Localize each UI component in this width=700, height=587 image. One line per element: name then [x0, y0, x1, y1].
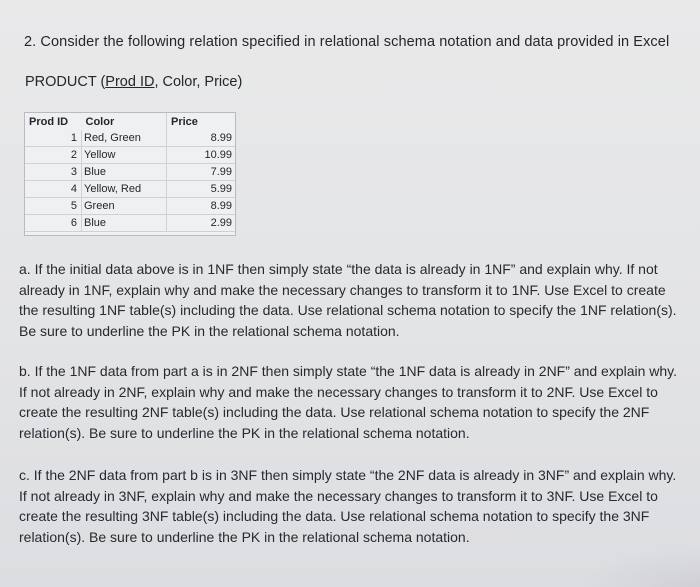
question-heading: 2. Consider the following relation specified in relational schema notation and data provided in Excel [24, 34, 670, 50]
table-row [25, 147, 235, 164]
cell-prod-id: 4 [25, 181, 82, 198]
cell-price: 7.99 [167, 164, 236, 181]
table-row [25, 130, 235, 147]
relation-name: PRODUCT [25, 74, 97, 90]
cell-prod-id: 5 [25, 198, 82, 215]
relation-schema [25, 74, 242, 90]
table-header-row [25, 113, 235, 130]
table-row [25, 215, 235, 232]
cell-color: Blue [82, 164, 167, 181]
header-color: Color [85, 115, 115, 128]
part-b-instructions: b. If the 1NF data from part a is in 2NF then simply state “the 1NF data is already in 2NF” and explain why. If not already in 2NF, explain why and make the necessary changes to transform it to 2NF. Use Excel to create the resulting 2NF table(s) including the data. Use relational schema notation to specify the 2NF relation(s). Be sure to underline the PK in the relational schema notation. [19, 363, 678, 441]
header-price: Price [167, 113, 236, 130]
table-row [25, 198, 235, 215]
cell-price: 10.99 [167, 147, 236, 164]
cell-prod-id: 2 [25, 147, 82, 164]
cell-price: 8.99 [167, 198, 236, 215]
cell-color: Yellow, Red [82, 181, 167, 198]
part-a-instructions: a. If the initial data above is in 1NF then simply state “the data is already in 1NF” and explain why. If not already in 1NF, explain why and make the necessary changes to transform it to 1NF. Use Excel to create the resulting 1NF table(s) including the data. Use relational schema notation to specify the 1NF relation(s). Be sure to underline the PK in the relational schema notation. [19, 261, 677, 339]
page-shading [580, 547, 700, 587]
cell-color: Yellow [82, 147, 167, 164]
relation-primary-key: Prod ID [105, 74, 155, 90]
table-row [25, 181, 235, 198]
cell-prod-id: 3 [25, 164, 82, 181]
cell-price: 8.99 [167, 130, 236, 147]
cell-prod-id: 6 [25, 215, 82, 232]
cell-color: Blue [82, 215, 167, 232]
cell-price: 5.99 [167, 181, 236, 198]
excel-product-table [24, 112, 236, 236]
part-c-instructions: c. If the 2NF data from part b is in 3NF then simply state “the 2NF data is already in 3NF” and explain why. If not already in 3NF, explain why and make the necessary changes to transform it to 3NF. Use Excel to create the resulting 3NF table(s) including the data. Use relational schema notation to specify the 3NF relation(s). Be sure to underline the PK in the relational schema notation. [19, 467, 677, 545]
cell-color: Red, Green [82, 130, 167, 147]
cell-prod-id: 1 [25, 130, 82, 147]
cell-color: Green [82, 198, 167, 215]
cell-price: 2.99 [167, 215, 236, 232]
header-prod-id: Prod ID [29, 115, 69, 128]
relation-attributes: , Color, Price) [154, 74, 243, 90]
table-row [25, 164, 235, 181]
relation-open-paren: ( [96, 74, 106, 90]
product-table [25, 113, 235, 232]
